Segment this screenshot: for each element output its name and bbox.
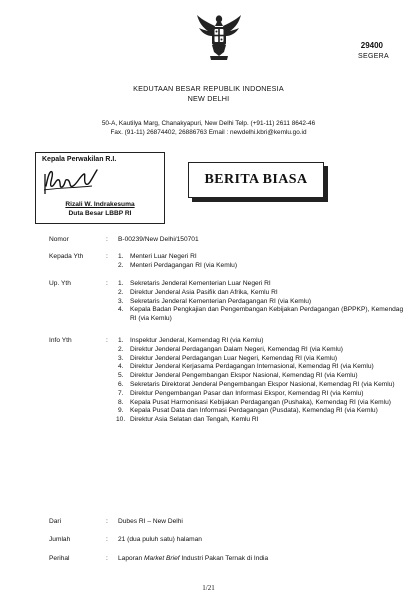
sender-box: [35, 152, 165, 224]
document-number: 29400: [360, 41, 383, 50]
field-label: Info Yth: [49, 337, 72, 344]
list-item: 1. Inspektur Jenderal, Kemendag RI (via Kemlu): [118, 337, 264, 344]
field-value: 21 (dua puluh satu) halaman: [118, 536, 202, 543]
field-label: Jumlah: [49, 536, 71, 543]
field-label: Up. Yth: [49, 280, 71, 287]
field-label: Perihal: [49, 555, 70, 562]
field-value: Laporan Market Brief Industri Pakan Ternak di India: [118, 555, 269, 562]
embassy-contact: Fax. (91-11) 26874402, 26886763 Email : newdelhi.kbri@kemlu.go.id: [110, 129, 307, 136]
garuda-emblem-icon: [196, 12, 242, 62]
attention-list: [118, 280, 408, 324]
list-item: 1. Sekretaris Jenderal Kementerian Luar Negeri RI: [118, 280, 271, 287]
field-value: B-00239/New Delhi/150701: [118, 236, 199, 243]
recipient-list: [118, 253, 408, 271]
page-number: 1/21: [202, 584, 215, 592]
signature-icon: [42, 164, 102, 200]
list-item: 3. Sekretaris Jenderal Kementerian Perdagangan RI (via Kemlu): [118, 297, 312, 305]
document-type: BERITA BIASA: [204, 172, 308, 187]
embassy-address: 50-A, Kautilya Marg, Chanakyapuri, New Delhi Telp. (+91-11) 2611 8642-46: [101, 120, 316, 127]
list-item: 3. Direktur Jenderal Perdagangan Luar Negeri, Kemendag RI (via Kemlu): [118, 354, 338, 362]
document-type-box: [188, 162, 324, 198]
field-label: Nomor: [49, 236, 69, 243]
list-item: 2. Direktur Jenderal Asia Pasifik dan Afrika, Kemlu RI: [118, 288, 278, 296]
list-item: 4. Kepala Badan Pengkajian dan Pengembangan Kebijakan Perdagangan (BPPKP), Kemendag RI (via Kemlu): [118, 306, 404, 323]
list-item: 8. Kepala Pusat Harmonisasi Kebijakan Perdagangan (Pushaka), Kemendag RI (via Kemlu): [118, 398, 391, 406]
field-label: Kepada Yth: [49, 253, 84, 260]
list-item: 9. Kepala Pusat Data dan Informasi Perdagangan (Pusdata), Kemendag RI (via Kemlu): [118, 407, 378, 415]
urgency-label: SEGERA: [358, 53, 389, 60]
sender-title: Kepala Perwakilan R.I.: [42, 156, 117, 163]
sender-role: Duta Besar LBBP RI: [68, 210, 132, 217]
list-item: 5. Direktur Jenderal Pengembangan Ekspor Nasional, Kemendag RI (via Kemlu): [118, 372, 358, 380]
embassy-city: NEW DELHI: [187, 94, 230, 103]
list-item: 4. Direktur Jenderal Kerjasama Perdagangan Internasional, Kemendag RI (via Kemlu): [118, 363, 374, 371]
list-item: 2. Direktur Jenderal Perdagangan Dalam Negeri, Kemendag RI (via Kemlu): [118, 345, 343, 353]
field-value: Dubes RI – New Delhi: [118, 518, 183, 525]
list-item: 7. Direktur Pengembangan Pasar dan Informasi Ekspor, Kemendag RI (via Kemlu): [118, 389, 364, 397]
info-list: [118, 337, 408, 425]
embassy-name: KEDUTAAN BESAR REPUBLIK INDONESIA: [133, 84, 284, 93]
list-item: 6. Sekretaris Direktorat Jenderal Pengembangan Ekspor Nasional, Kemendag RI (via Kemlu): [118, 380, 395, 388]
list-item: 10. Direktur Asia Selatan dan Tengah, Kemlu RI: [116, 416, 259, 424]
list-item: 2. Menteri Perdagangan RI (via Kemlu): [118, 261, 238, 269]
list-item: 1. Menteri Luar Negeri RI: [118, 253, 197, 260]
field-label: Dari: [49, 518, 62, 525]
sender-name: Rizali W. Indrakesuma: [65, 201, 135, 208]
